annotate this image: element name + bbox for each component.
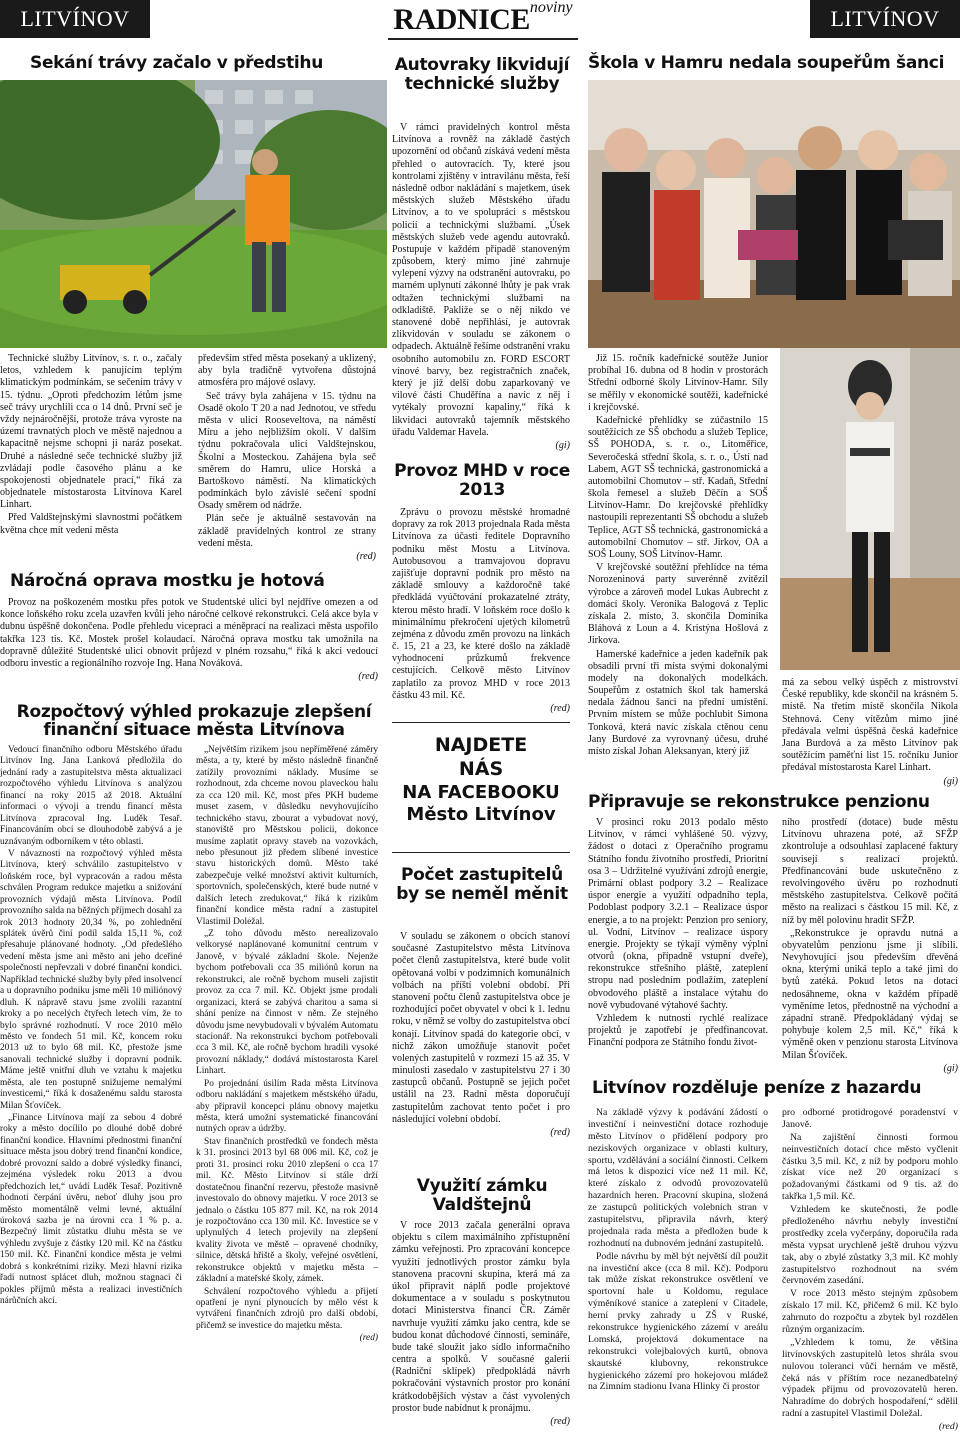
council-headline: Počet zastupitelů by se neměl měnit: [396, 865, 568, 904]
mhd-body: [392, 507, 570, 715]
pension-p2: Vzhledem k nutnosti rychlé realizace projektů je zapotřebí je předfinancovat. Finanční podpora ze Státního fondu život-: [588, 1013, 768, 1049]
mowing-col2: [198, 353, 376, 563]
header-left-bar: [0, 0, 150, 38]
gambling-p5: Vzhledem ke skutečnosti, že podle předloženého návrhu nebyly investiční prostředky zcela vyčerpány, doporučila rada města vypsat urychleně ještě druhou výzvu tak, aby o zbylé zůstatky 3,3 mil. Kč mohly zastupitelstvo rozhodnout na svém červnovém zasedání.: [782, 1204, 958, 1287]
bridge-signature: (red): [358, 671, 378, 683]
budget-headline: Rozpočtový výhled prokazuje zlepšení finanční situace města Litvínova: [16, 702, 372, 741]
masthead-rule: [388, 38, 578, 40]
gambling-p1: Na základě výzvy k podávání žádostí o investiční i neinvestiční dotace rozhoduje město Litvínov o přidělení podpory pro neziskových organizace v oblasti kultury, sportu, vzdělávání a sociální činnosti. Celkem má letos k dispozici více než 11 mil. Kč, které získalo z odvodů provozovatelů hazardních heren. Pracovní skupina, složená ze zastupců politických volebních stran v zastupitelstvu, připravila návrh, který projednala rada města a předložen bude k rozhodnutí na dubnovém jednání zastupitelů.: [588, 1107, 768, 1249]
section-label-left: LITVÍNOV: [20, 6, 130, 31]
mhd-p1: Zprávu o provozu městské hromadné dopravy za rok 2013 projednala Rada města Litvínova za účasti ředitele Dopravního podniku měst Mostu a Litvínova. Autobusovou a tramvajovou dopravu zajišťuje dopravní podnik pro město na základě smlouvy a každoročně také předkládá vyúčtování prokazatelné ztráty, kterou město hradí. V loňském roce došlo k minimálnímu překročení ujetých kilometrů zejména z důvodu změn provozu na linkách č. 15, 21 a 23, ke které došlo na základě vyhodnocení průzkumů frekvence cestujících. Celkově město Litvínov zaplatilo za provoz MHD v roce 2013 částku 43 mil. Kč.: [392, 507, 570, 701]
mowing-p4: Seč trávy byla zahájena v 15. týdnu na Osadě okolo T 20 a nad Jednotou, ve středu města v ulici Rooseveltova, na náměstí Míru a jeho nejbližším okolí. V dalším týdnu pokračovala ulicí Valdštejnskou, Školní a Mosteckou. Zahájena byla seč směrem do Hamru, ulice Horská a Bartoškovo náměstí. Na klimatických podmínkách bylo závislé sečení spodní Osady směrem od nádrže.: [198, 390, 376, 512]
pension-col2: [782, 817, 958, 1075]
section-label-right: LITVÍNOV: [830, 6, 940, 31]
gambling-headline: Litvínov rozděluje peníze z hazardu: [592, 1078, 922, 1098]
gambling-p3: pro odborné protidrogové poradenství v Janově.: [782, 1107, 958, 1130]
council-signature: (red): [550, 1127, 570, 1138]
gambling-p2: Podle návrhu by měl být největší díl použit na investiční akce (cca 8 mil. Kč). Podporu tak může získat rekonstrukce osvětlení ve sportovní hale u Koldomu, regulace výměníkové stanice a zateplení v Citadele, herní prvky zahrady u ZŠ v Ruské, rekonstrukce hygienického zázemí v areálu Lomská, projektová dokumentace na rekonstrukci volejbalových kurtů, obnova skautské klubovny, rekonstrukce hygienického zázemí pro hokejovou mládež na Zimním stadionu Ivana Hlinky či prostor: [588, 1250, 768, 1393]
budget-p4: „Největším rizikem jsou nepříměřené záměry města, a ty, které by město následně finančně zatížily provozními náklady. Musíme se rozhodnout, zda chceme novou plaveckou halu za cca 120 mil. Kč, most přes PKH budeme muset zasem, v důsledku nevyhovujícího technického stavu, zbourat a vybudovat nový, stanoviště pro Městskou policii, dokonce musíme zaplatit opravy staveb na vozovkách, nebo přesunout již předem slíbené investice stavu historických domů. Město také zabezpečuje velké množství aktivit kulturních, sportovních, společenských, které bude nutné v dalších letech zredukovat,“ říká k rizikům finanční kondice města radní a zastupitel Vlastimil Doležal.: [196, 745, 378, 927]
hamr-p5: má za sebou velký úspěch z mistrovství České republiky, kde skončil na krásném 5. místě. Na třetím místě skončila Nikola Stehnová. Ceny vítězům mimo jiné předávala velmi úspěšná česká kadeřnice Jana Burdová a za město Litvínov pak soutěžícím paměťní list 15. ročníku Junior předával místostarosta Karel Linhart.: [782, 677, 958, 774]
wrecks-headline: Autovraky likvidují technické služby: [394, 55, 570, 94]
castle-body: [392, 1220, 570, 1428]
mowing-p1: Technické služby Litvínov, s. r. o., začaly letos, vzhledem k panujícím teplým klimatickým podmínkám, se sečením trávy v 15. týdnu. „Oproti předchozím létům jsme seč trávy urychlili cca o 14 dnů. První seč je vždy nejnáročnější, protože tráva vyroste na území travnatých ploch ve městě najednou a kapacitně nejsme schopni ji naráz posekat. Druhé a následné seče technické služby již zvládají podle časového plánu a ke spokojenosti objednatele prací,“ říká za objednatele místostarosta Litvínova Karel Linhart.: [0, 353, 182, 511]
facebook-rule-top: [392, 722, 570, 723]
bridge-body: [0, 597, 378, 683]
hamr-p3: V krejčovské soutěžní přehlídce na téma Norozeninová party suverénně zvítězil výrobce a zároveň model Lukas Aubrecht z domácí školy. Veronika Balogová z Teplic získala 2. místo, 3. skončila Dominika Bláhová z Loun a 4. Kristýna Hošlová z Jirkova.: [588, 562, 768, 647]
hamr-col-left: [588, 353, 768, 759]
mowing-p3: především střed města posekaný a uklizený, aby byla tradičně vytvořena důstojná atmosféra pro májové oslavy.: [198, 353, 376, 389]
pension-signature: (gi): [943, 1062, 958, 1074]
mowing-photo: [0, 80, 387, 348]
mhd-signature: (red): [550, 703, 570, 714]
mhd-headline: Provoz MHD v roce 2013: [394, 461, 570, 501]
header-right-bar: [810, 0, 960, 38]
mowing-p5: Plán seče je aktuálně sestavován na základě pravidelných kontrol ze strany vedení města.: [198, 513, 376, 549]
wrecks-p1: V rámci pravidelných kontrol města Litvínova a rovněž na základě častých upozornění od občanů získává vedení města přehled o autovracích. Ty, které jsou kontrolami zjištěny v intravilánu města, řeší následně odbor nakládání s majetkem, úsek městských služeb Městského úřadu Litvínov, a to ve spolupráci s městskou policií a technickými službami. „Úsek městských služeb vede agendu autovraků. Postupuje v každém případě stanoveným způsobem, který mimo jiné zahrnuje vylepení výzvy na odstranění autovraku, po marném uplynutí zákonné lhůty je pak vrak odtažen technickými službami na odkladiště. Pakliže se o něj nikdo ve stanovené době nepřihlásí, je autovrak zlikvidován v souladu se zákonem o odpadech. Aktuálně řešíme odstranění vraku osobního automobilu zn. FORD ESCORT vínové barvy, bez registračních značek, který je již delší dobu zaparkovaný ve vilové části Chuděřína a navíc z něj i vytékaly provozní kapaliny,“ říká k likvidaci autovraků tajemník městského úřadu Valdemar Havela.: [392, 122, 570, 438]
masthead-sub: noviny: [529, 0, 573, 16]
facebook-rule-bottom: [392, 852, 570, 853]
gambling-p4: Na zajištění činnosti formou neinvestičních dotací chce město vyčlenit částku 3,5 mil. Kč, z níž by podporu mohlo získat více než 20 organizací s požadovanými částkami od 9 tis. až do takřka 1,5 mil. Kč.: [782, 1131, 958, 1203]
budget-p5: „Z toho důvodu město nerealizovalo velkorysé naplánované komunitní centrum v Janově, v bývalé základní škole. Nejenže bychom potřebovali cca 35 miliónů korun na rekonstrukci, ale ročně bychom museli zajistit provoz za cca 7 mil. Kč. Objekt jsme prodali organizaci, která se zabývá charitou a sama si shání peníze na činnost v něm. Ze stejného důvodu jsme nevybudovali v bývalém Automatu stacionář. Na rekonstrukci bychom potřebovali cca 3 mil. Kč, ale ročně bychom hradili vysoké provozní náklady,“ dodává místostarosta Karel Linhart.: [196, 929, 378, 1077]
hamr-signature: (gi): [943, 775, 958, 787]
hamr-p2: Kadeřnické přehlídky se zúčastnilo 15 soutěžících ze SŠ obchodu a služeb Teplice, SŠ POHODA, s. r. o., Litoměřice, Severočeská střední škola, s. r. o., Ústí nad Labem, AGT SŠ technická, gastronomická a automobilní Chomutov – stř. Kadaň, Střední škola řemesel a služeb Děčín a SOŠ Litvínov-Hamr. Do krejčovské přehlídky nastoupili reprezentanti SŠ obchodu a služeb Teplice, AGT SŠ technická, gastronomická a automobilní Chomutov – stř. Jirkov, OA a SOŠ Louny, SOŠ Litvínov-Hamr.: [588, 414, 768, 560]
hamr-col-right: [782, 677, 958, 788]
budget-p2: V návaznosti na rozpočtový výhled města Litvínova, který schválilo zastupitelstvo v loňském roce, byl vypracován a radou města schválen Program redukce majetku a snižování provozních výdajů města Litvínova. Podíl provozního salda na běžných příjmech dosahl za rok 2013 hodnoty 20,34 %, po zohlednění splátek úvěrů činí podíl salda 15,11 %, což přesahuje plánované hodnoty. „Od předešlého vedení města jsme ani město ani jeho dceřiné společnosti nepřevzali v dobré finanční kondici. Například technické služby byly před insolvencí a u dopravního podniku jsme měli 10 miliónový dluh. K nápravě stavu jsme zvolili razantní kroky a po necelých čtyřech letech vím, že to bylo správné rozhodnutí. V roce 2010 mělo město ve fondech 51 mil. Kč, koncem roku 2013 už to bylo 68 mil. Kč, přestože jsme sanovali technické služby i dopravní podnik. Máme ještě vnitřní dluh ve vztahu k majetku města, ale ten postupně snižujeme nemalými investicemi,“ říká k dosaženému saldu starosta Milan Šťovíček.: [0, 848, 182, 1111]
mowing-headline: Sekání trávy začalo v předstihu: [30, 53, 324, 73]
facebook-line-1: NAJDETE: [434, 734, 528, 756]
masthead: [388, 0, 578, 40]
wrecks-signature: (gi): [555, 439, 570, 451]
pension-col1: [588, 817, 768, 1051]
hamr-p4: Hamerské kadeřnice a jeden kadeřník pak obsadili první tři místa svými dokonalými modely na dokonalých modelkách. Soupeřům z ostatních škol tak hamerská nedala žádnou šanci na přední umístění. Prvním místem se může pochlubit Simona Tonková, která navíc získala ctěnou cenu Jany Burdové za vyrovnaný účesu, druhé místo získal Johan Aleksanyan, který již: [588, 648, 768, 757]
budget-p3: „Finance Litvínova mají za sebou 4 dobré roky a město docílilo po dlouhé době dobré finanční kondice. Hlavními přednostmi finanční situace města jsou dobrý trend finanční kondice, dobré provozní saldo a dobré výsledky financí, zejména výsledek roku 2013 a dvou předchozích let,“ uvádí Luděk Tesař. Pozitivně hodnotí čerpání úvěru, neboť dluhy jsou pro město momentálně velmi levné, aktuální úroková sazba je na úrovni cca 1 % p. a. Bezpečný limit zůstatku dluhu města se ve výhledu zvyšuje z částky 120 mil. Kč na částku 150 mil. Kč. Finanční kondice města je velmi dobrá s konkrétními riziky. Mezi hlavní rizika řadí nutnost splácet dluh, možnou stagnaci či pokles příjmů města a realizaci investičních nárůčních akcí.: [0, 1113, 182, 1306]
hamr-p1: Již 15. ročník kadeřnické soutěže Junior probíhal 16. dubna od 8 hodin v prostorách Střední odborné školy Litvínov-Hamr. Síly se měřily v ekonomické soutěži, kadeřnické i krejčovské.: [588, 353, 768, 413]
budget-p6: Po projednání úsilím Rada města Litvínova odboru nakládání s majetkem městského úřadu, aby připravil koncepci plánu obnovy majetku města, která umožní systematické financování nutných oprav a údržby.: [196, 1078, 378, 1135]
hamr-headline: Škola v Hamru nedala soupeřům šanci: [588, 53, 945, 73]
budget-col1: [0, 745, 182, 1308]
budget-col2: [196, 745, 378, 1345]
gambling-signature: (red): [938, 1421, 958, 1433]
gambling-col2: [782, 1107, 958, 1433]
facebook-line-4: Město Litvínov: [406, 804, 556, 825]
hamr-model-photo: [780, 348, 960, 670]
pension-p4: „Rekonstrukce je opravdu nutná a obyvatelům penzionu jsme ji slíbili. Nevyhovující jsou především dřevěná okna, kterými uniká teplo a také jimi do bytů zatéká. Pokud letos na dotaci nedosáhneme, okna v každém případě vyměníme letos, přednostně na východní a západní straně. Předpokládaný výdaj se pohybuje kolem 2,5 mil. Kč,“ říká k výměně oken v penzionu starosta Litvínova Milan Šťovíček.: [782, 927, 958, 1061]
masthead-title: RADNICE: [393, 3, 530, 36]
budget-p8: Schválení rozpočtového výhledu a přijetí opatření je nyní plynoucích by mělo vést k vytváření finančních zdrojů pro další období, přičemž se investice do majetku města.: [196, 1286, 378, 1331]
hamr-group-photo-image: [588, 80, 960, 348]
budget-signature: (red): [359, 1333, 378, 1344]
hamr-model-photo-image: [780, 348, 960, 670]
gambling-p7: „Vzhledem k tomu, že většina litvínovských zastupitelů letos shrála svou nulovou toleranci vůči hernám ve městě, čeká nás v příštím roce nezanedbatelný výpadek příjmu od provozovatelů heren. Nahradíme do dobrých hospodaření,“ sdělil radní a zastupitel Vlastimil Doležal.: [782, 1336, 958, 1420]
mowing-p2: Před Valdštejnskými slavnostmi počátkem května chce mít vedení města: [0, 512, 182, 536]
budget-p1: Vedoucí finančního odboru Městského úřadu Litvínov Ing. Jana Lanková předložila do jednání rady a zastupitelstva města aktualizaci rozpočtového výhledu Litvínova s analýzou financí na roky 2015 až 2018. Aktuální informaci o vývoji a trendu financí města Litvínova zpracoval Ing. Luděk Tesař. Financováním obcí se dlouhodobě zabývá a je uznávaným odborníkem v této oblasti.: [0, 745, 182, 847]
pension-p3: ního prostředí (dotace) bude městu Litvínovu uhrazena poté, až SFŽP zkontroluje a odsouhlasí zaplacené faktury souvisejí s realizací projektů. Předfinancování bude uskutečněno z revolvingového úvěru po rozhodnutí městského zastupitelstva. Celkově počítá město na realizaci s částkou 15 mil. Kč, z níž by měl polovinu hradit SFŽP.: [782, 817, 958, 926]
castle-signature: (red): [550, 1416, 570, 1427]
mowing-signature: (red): [356, 551, 376, 562]
castle-headline: Využití zámku Valdštejnů: [416, 1176, 548, 1215]
bridge-p1: Provoz na poškozeném mostku přes potok ve Studentské ulici byl nejdříve omezen a od konce loňského roku zcela uzavřen kvůli jeho náročné celkové rekonstrukci. Celá akce byla v dubnu úspěšně dokončena. Podle přehledu vicepraci a méněprací na realizaci města uspořilo takřka 123 tis. Kč. Mostek prošel kolaudací. Náročná oprava mostku tak umožnila na dopravně důležité Studentské ulici obnovit průjezd v plném rozsahu,“ říká k akci vedoucí odboru investic a regionálního rozvoje Ing. Hana Nováková.: [0, 597, 378, 669]
hamr-group-photo: [588, 80, 960, 348]
castle-p1: V roce 2013 začala generální oprava objektu s cílem maximálního zpřístupnění zámku veřejnosti. Pro zpracování koncepce využití jednotlivých prostor zámku byla stanovena pracovní skupina, která má za úkol připravit náplň podle projektové dokumentace a v souladu s poskytnutou dotací Ministerstva financí ČR. Záměr navrhuje využití zámku jako centra, kde se budou konat důchodové činnosti, semináře, bude také sloužit jako sídlo informačního centra a spolků. V současné galerii (Radniční sklípek) předpokládá návrh pokračování výstavních prostor pro konání krátkodobějších výstav a část vyvolených prostor bude nabídnut k pronájmu.: [392, 1220, 570, 1414]
gambling-col1: [588, 1107, 768, 1394]
pension-headline: Připravuje se rekonstrukce penzionu: [588, 792, 930, 812]
facebook-box: [392, 734, 570, 827]
facebook-line-3: NA FACEBOOKU: [402, 781, 560, 803]
council-p1: V souladu se zákonem o obcích stanoví současné Zastupitelstvo města Litvínova počet členů zastupitelstva, které bude volit opětovaná volbí v podzimních komunálních volbách na příští volební období. Při stanovení počtu členů zastupitelstva obce je rozhodující počet obyvatel v obci k 1. lednu roku, v němž se volby do zastupitelstva obcí konají. Litvínov spadá do kategorie obcí, v nichž zákon umožňuje stanovit počet volených zastupitelů v rozmezí 15 až 35. V minulosti zasedalo v zastupitelstvu 27 i 30 zastupců občanů. Postupně se jejich počet ustálil na 23. Radní města doporučují zastupitelům zachovat tento počet i pro následující volební období.: [392, 931, 570, 1125]
gambling-p6: V roce 2013 město stejným způsobem získalo 17 mil. Kč, přičemž 6 mil. Kč bylo zahrnuto do rozpočtu a zbytek byl rozdělen různým organizacím.: [782, 1288, 958, 1336]
mowing-photo-image: [0, 80, 387, 348]
budget-p7: Stav finančních prostředků ve fondech města k 31. prosinci 2013 byl 68 006 mil. Kč, což je proti 31. prosinci roku 2010 zlepšení o cca 17 mil. Kč. Město Litvínov si stále drží dostatečnou finanční rezervu, přestože masivně investovalo do obnovy majetku. V roce 2013 se jednalo o částku 105 877 mil. Kč, na rok 2014 je rozpočtováno cca 130 mil. Kč. Investice se v uplynulých 4 letech projevily na zlepšení kvality života ve městě – opravené chodníky, silnice, dětská hřiště a školy, veřejné osvětlení, rekonstrukce objektů v majetku města – základní a mateřské školy, zámek.: [196, 1136, 378, 1285]
pension-p1: V prosinci roku 2013 podalo město Litvínov, v rámci vyhlášené 50. výzvy, žádost o dotaci z Operačního programu Státního fondu životního prostředí, Prioritní osa 3 – Udržitelné využívání zdrojů energie, Primární oblast podpory 3.2 – Realizace úspor energie a využití odpadního tepla, Podoblast podpory 3.2.1 – Realizace úspor energie, a to na projekt: Penzion pro seniory, ul. Vodní, Litvínov – realizace úspory energie. Projekty se týkají výměny výplní otvorů (okna, případně vstupní dveře), rekonstrukce střešního pláště, zateplení stropu nad posledním podlažím, zateplení obvodového pláště a instalace výtahu do nově vybudované výtahové šachty.: [588, 817, 768, 1011]
council-body: [392, 931, 570, 1139]
facebook-line-2: NÁS: [458, 757, 504, 780]
wrecks-body: [392, 122, 570, 452]
bridge-headline: Náročná oprava mostku je hotová: [10, 571, 325, 591]
mowing-col1: [0, 353, 182, 538]
